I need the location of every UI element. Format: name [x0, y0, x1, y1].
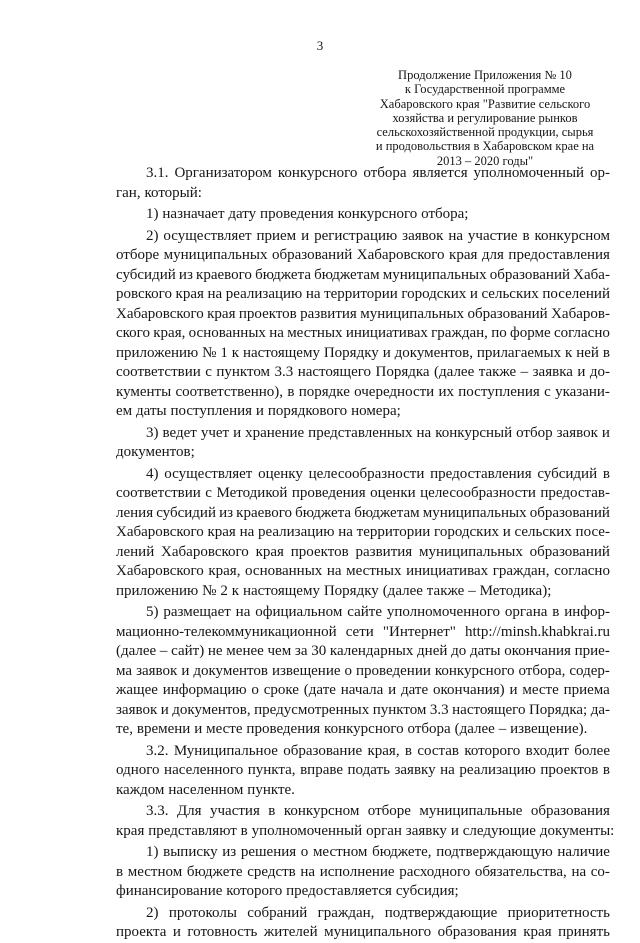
text-line: ского края, основанных на местных инициативах граждан, по форме согласно [116, 325, 610, 341]
text-line: те, времени и месте проведения конкурсного отбора (далее – извещение). [116, 721, 588, 737]
text-line: субсидий из краевого бюджета бюджетам муниципальных образований Хаба- [116, 266, 610, 283]
appendix-header-line: хозяйства и регулирование рынков [392, 110, 578, 125]
page-number: 3 [316, 38, 324, 53]
document-body [116, 164, 615, 943]
text-line: ган, который: [116, 184, 202, 201]
text-line: 1) назначает дату проведения конкурсного отбора; [146, 206, 469, 222]
text-line: 2) протоколы собраний граждан, подтверждающие приоритетность [146, 904, 610, 921]
text-line: проекта и готовность жителей муниципального образования края принять [116, 924, 610, 940]
paragraph [116, 603, 610, 740]
paragraph [116, 424, 610, 463]
paragraph [116, 164, 610, 203]
paragraph [116, 904, 610, 943]
text-line: приложению № 2 к настоящему Порядку (далее также – Методика); [116, 582, 552, 599]
appendix-header-line: сельскохозяйственной продукции, сырья [376, 125, 594, 140]
paragraph [116, 802, 615, 841]
text-line: ления субсидий из краевого бюджета бюджетам муниципальных образований [116, 504, 610, 521]
appendix-header [345, 68, 625, 168]
text-line: кументы соответственно), в порядке очередности их поступления с указани- [116, 383, 610, 400]
text-line: Хабаровского края, основанных на местных инициативах граждан, согласно [116, 563, 610, 579]
text-line: в местном бюджете средств на исполнение расходного обязательства, на со- [116, 863, 610, 880]
text-line: лений Хабаровского края проектов развития муниципальных образований [116, 543, 610, 560]
appendix-header-line: и продовольствия в Хабаровском крае на [375, 139, 595, 154]
appendix-header-line: Хабаровского края "Развитие сельского [379, 96, 591, 111]
text-line: (далее – сайт) не менее чем за 30 календарных дней до даты окончания прие- [116, 643, 610, 659]
text-line: 1) выписку из решения о местном бюджете, подтверждающую наличие [146, 844, 610, 860]
text-line: 3.2. Муниципальное образование края, в состав которого входит более [146, 742, 610, 759]
appendix-header-line: к Государственной программе [404, 82, 566, 97]
paragraph [116, 742, 610, 801]
text-line: одного населенного пункта, вправе подать заявку на реализацию проектов в [116, 762, 610, 778]
text-line: Хабаровского края на реализацию на территории городских и сельских посе- [116, 524, 610, 540]
text-line: приложению № 1 к настоящему Порядку и документов, прилагаемых к ней в [116, 344, 610, 361]
text-line: Хабаровского края проектов развития муниципальных образований Хабаров- [116, 305, 610, 322]
text-line: 3.1. Организатором конкурсного отбора является уполномоченный ор- [146, 165, 610, 181]
text-line: 2) осуществляет прием и регистрацию заявок на участие в конкурсном [146, 227, 610, 244]
text-line: каждом населенном пункте. [116, 781, 295, 798]
paragraph [116, 465, 610, 602]
text-line: соответствии с пунктом 3.3 настоящего Порядка (далее также – заявка и до- [116, 364, 610, 380]
text-line: ма заявок и документов извещение о проведении конкурсного отбора, содер- [116, 662, 610, 679]
text-line: финансирование которого предоставляется субсидия; [116, 883, 459, 899]
text-line: соответствии с Методикой проведения оценки целесообразности предостав- [116, 485, 610, 501]
text-line: 3) ведет учет и хранение представленных на конкурсный отбор заявок и [146, 424, 610, 441]
text-line: отборе муниципальных образований Хабаровского края для предоставления [116, 247, 610, 263]
appendix-header-line: Продолжение Приложения № 10 [398, 68, 572, 82]
text-line: жащее информацию о сроке (дате начала и дате окончания) и месте приема [116, 682, 610, 698]
paragraph [116, 227, 610, 422]
text-line: мационно-телекоммуникационной сети "Интернет" http://minsh.khabkrai.ru [116, 623, 610, 640]
text-line: ровского края на реализацию на территории городских и сельских поселений [116, 286, 610, 302]
text-line: заявок и документов, предусмотренных пунктом 3.3 настоящего Порядка; да- [116, 701, 610, 718]
text-line: 4) осуществляет оценку целесообразности предоставления субсидий в [146, 465, 610, 482]
paragraph [116, 205, 610, 225]
text-line: 3.3. Для участия в конкурсном отборе муниципальные образования [146, 803, 610, 819]
paragraph [116, 843, 610, 902]
text-line: документов; [116, 444, 195, 460]
text-line: 5) размещает на официальном сайте уполномоченного органа в инфор- [146, 604, 610, 620]
text-line: ем даты поступления и порядкового номера; [116, 403, 401, 419]
text-line: края представляют в уполномоченный орган заявку и следующие документы: [116, 822, 615, 839]
appendix-header-line: 2013 – 2020 годы" [436, 153, 534, 168]
